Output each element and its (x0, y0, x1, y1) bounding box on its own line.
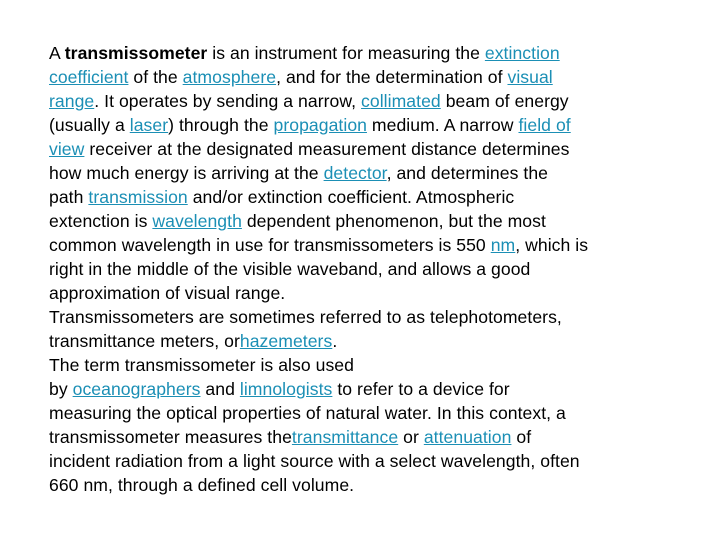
text-run: transmittance meters, or (49, 331, 240, 351)
link-atmosphere[interactable]: atmosphere (182, 67, 277, 87)
link-collimated[interactable]: collimated (361, 91, 441, 111)
text-run: by (49, 379, 73, 399)
term-transmissometer: transmissometer (64, 43, 208, 63)
text-run: medium. A narrow (366, 115, 519, 135)
text-run: how much energy is arriving at the (49, 163, 324, 183)
text-line (49, 137, 669, 161)
text-run: , which is (515, 235, 589, 255)
link-limnologists[interactable]: limnologists (239, 379, 333, 399)
text-line (49, 425, 669, 449)
text-run: , and determines the (386, 163, 548, 183)
text-line: measuring the optical properties of natural water. In this context, a (49, 403, 566, 423)
text-run: common wavelength in use for transmissometers is 550 (49, 235, 491, 255)
link-oceanographers[interactable]: oceanographers (72, 379, 201, 399)
link-nm[interactable]: nm (490, 235, 516, 255)
text-run: or (398, 427, 424, 447)
text-run: beam of energy (440, 91, 569, 111)
text-run: to refer to a device for (332, 379, 510, 399)
link-field-of-view-cont[interactable]: view (49, 139, 85, 159)
text-run: of the (128, 67, 183, 87)
text-run: , and for the determination of (276, 67, 508, 87)
text-run: transmissometer measures the (49, 427, 292, 447)
text-line: approximation of visual range. (49, 283, 286, 303)
text-line: Transmissometers are sometimes referred to as telephotometers, (49, 307, 562, 327)
link-field-of-view[interactable]: field of (518, 115, 571, 135)
text-line: 660 nm, through a defined cell volume. (49, 475, 355, 495)
text-run: dependent phenomenon, but the most (241, 211, 546, 231)
text-run: is an instrument for measuring the (207, 43, 485, 63)
text-run: . (332, 331, 338, 351)
link-extinction-coefficient[interactable]: extinction (484, 43, 560, 63)
text-line (49, 113, 669, 137)
text-run: and (200, 379, 240, 399)
text-run: A (49, 43, 65, 63)
link-attenuation[interactable]: attenuation (423, 427, 512, 447)
text-run: extenction is (49, 211, 153, 231)
link-propagation[interactable]: propagation (273, 115, 367, 135)
text-run: receiver at the designated measurement distance determines (84, 139, 570, 159)
text-line: incident radiation from a light source with a select wavelength, often (49, 451, 580, 471)
link-transmission[interactable]: transmission (88, 187, 188, 207)
text-line: The term transmissometer is also used (49, 355, 354, 375)
text-run: ) through the (168, 115, 274, 135)
text-line (49, 185, 669, 209)
link-wavelength[interactable]: wavelength (152, 211, 242, 231)
link-visual-range[interactable]: visual (507, 67, 553, 87)
text-line (49, 161, 669, 185)
text-line (49, 89, 669, 113)
text-run: path (49, 187, 89, 207)
text-line (49, 41, 669, 65)
text-run: and/or extinction coefficient. Atmospheric (187, 187, 515, 207)
text-line (49, 377, 669, 401)
text-line (49, 329, 669, 353)
article-body (49, 41, 669, 497)
link-transmittance[interactable]: transmittance (291, 427, 399, 447)
link-detector[interactable]: detector (323, 163, 387, 183)
link-extinction-coefficient-cont[interactable]: coefficient (49, 67, 129, 87)
text-run: of (511, 427, 532, 447)
text-line (49, 233, 669, 257)
text-line (49, 209, 669, 233)
text-run: (usually a (49, 115, 130, 135)
link-hazemeters[interactable]: hazemeters (239, 331, 333, 351)
link-laser[interactable]: laser (129, 115, 169, 135)
text-run: . It operates by sending a narrow, (94, 91, 362, 111)
text-line: right in the middle of the visible waveband, and allows a good (49, 259, 531, 279)
link-visual-range-cont[interactable]: range (49, 91, 95, 111)
text-line (49, 65, 669, 89)
